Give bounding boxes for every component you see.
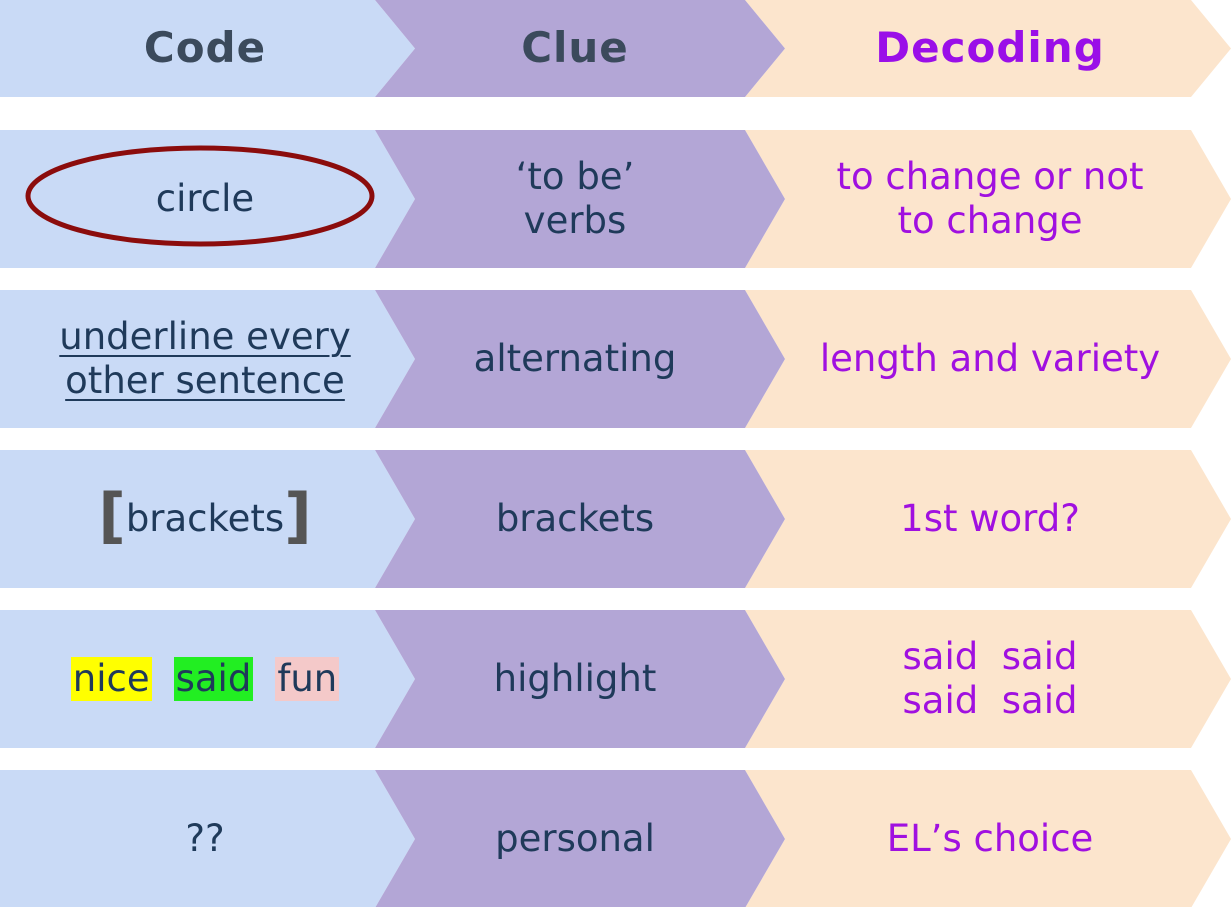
row1-decoding-line2: to change	[897, 199, 1083, 242]
row5-code: ??	[185, 816, 225, 860]
highlight-yellow-word: nice	[72, 656, 150, 700]
row4-clue: highlight	[493, 656, 657, 700]
row4-decoding-line1: said said	[902, 634, 1078, 678]
row2-decoding: length and variety	[819, 336, 1161, 380]
row2-code	[20, 290, 390, 428]
row3-code	[40, 450, 370, 588]
open-bracket-mark: [	[98, 481, 126, 551]
row2-clue: alternating	[473, 336, 677, 380]
row2-code-line1: underline every	[59, 314, 351, 358]
row2-code-line2: other sentence	[65, 359, 345, 402]
row5-clue: personal	[495, 816, 655, 860]
header-clue: Clue	[521, 23, 629, 73]
row1-clue-line2: verbs	[523, 199, 627, 242]
close-bracket-mark: ]	[284, 481, 312, 551]
highlight-pink-word: fun	[277, 656, 338, 700]
row5-decoding: EL’s choice	[886, 816, 1094, 860]
row1-code-text: circle	[155, 176, 255, 220]
row4-code	[40, 610, 370, 748]
highlight-green-word: said	[175, 656, 252, 700]
row1-code	[40, 130, 370, 268]
row1-clue	[410, 130, 740, 268]
row3-clue: brackets	[495, 496, 655, 540]
row4-decoding-line2: said said	[902, 679, 1078, 722]
row4-decoding	[780, 610, 1200, 748]
header-decoding: Decoding	[875, 23, 1105, 73]
row1-decoding	[780, 130, 1200, 268]
row3-decoding: 1st word?	[900, 496, 1080, 540]
row3-code-text: brackets	[125, 496, 285, 540]
row1-decoding-line1: to change or not	[836, 154, 1144, 198]
row1-clue-line1: ‘to be’	[515, 154, 635, 198]
header-code: Code	[143, 23, 267, 73]
